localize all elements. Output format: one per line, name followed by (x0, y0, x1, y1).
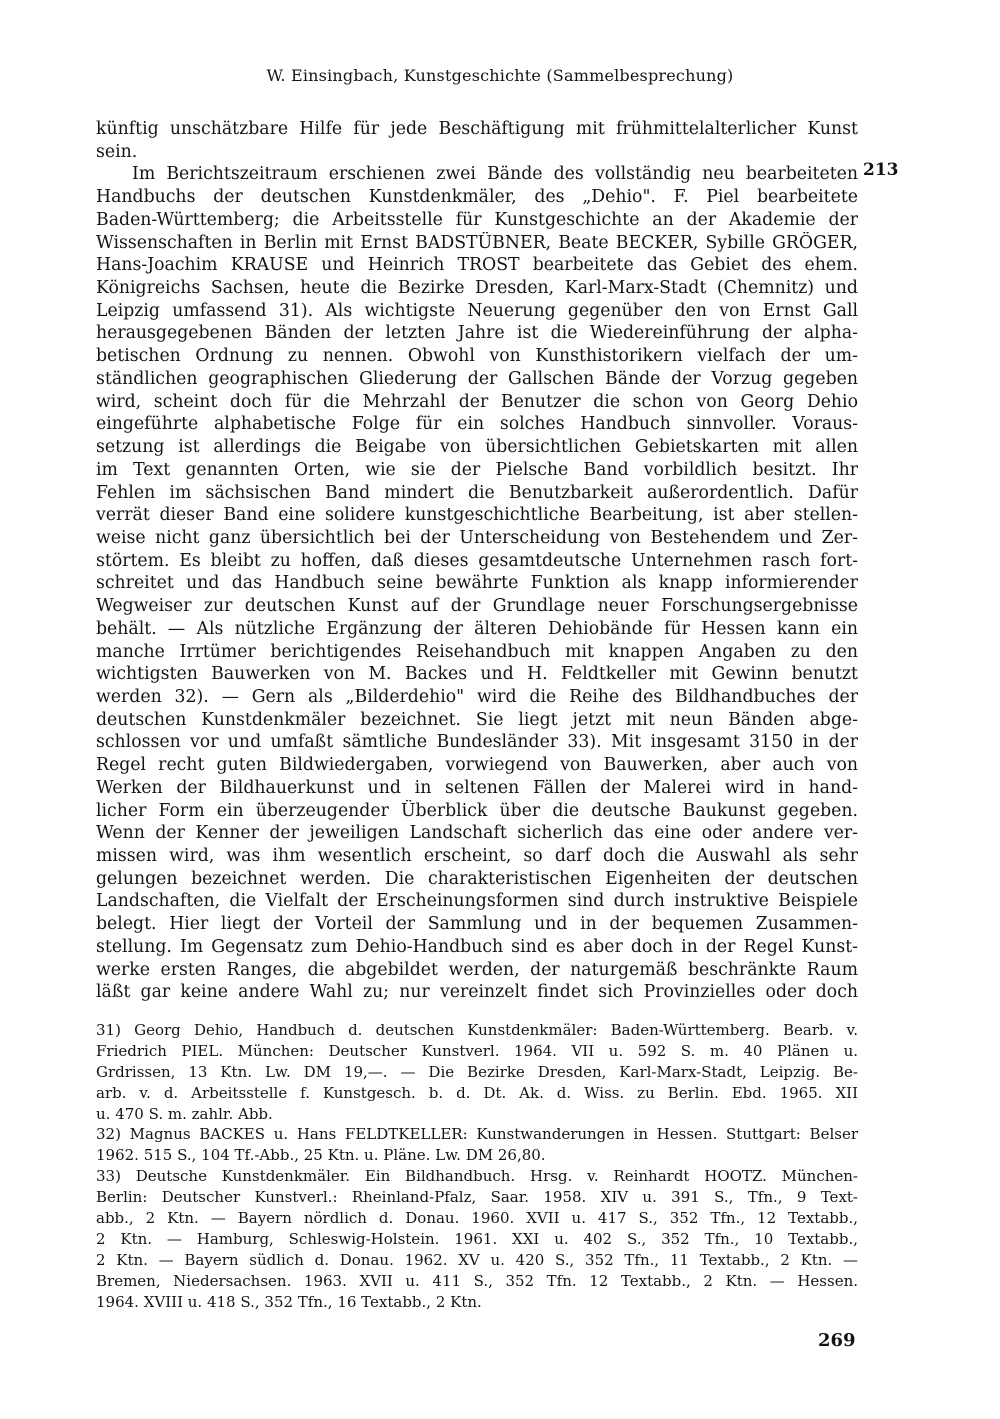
running-head: W. Einsingbach, Kunstgeschichte (Sammelbesprechung) (266, 66, 734, 85)
text-line: missen wird, was ihm wesentlich erscheint, so darf doch die Auswahl als sehr (96, 846, 858, 866)
margin-number: 213 (863, 160, 899, 180)
text-line: herausgegebenen Bänden der letzten Jahre ist die Wiedereinführung der alpha- (96, 323, 858, 344)
footnote-line: 33) Deutsche Kunstdenkmäler. Ein Bildhandbuch. Hrsg. v. Reinhardt HOOTZ. München- (96, 1167, 858, 1186)
text-line: verrät dieser Band eine solidere kunstgeschichtliche Bearbeitung, ist aber stellen- (96, 505, 858, 526)
text-line: werden 32). — Gern als „Bilderdehio" wird die Reihe des Bildhandbuches der (96, 686, 858, 707)
text-line: sein. (96, 141, 138, 162)
text-line: manche Irrtümer berichtigendes Reisehandbuch mit knappen Angaben zu den (96, 641, 858, 662)
footnote-line: 1962. 515 S., 104 Tf.-Abb., 25 Ktn. u. Pläne. Lw. DM 26,80. (96, 1146, 546, 1165)
text-line: Königreichs Sachsen, heute die Bezirke Dresden, Karl-Marx-Stadt (Chemnitz) und (96, 278, 858, 299)
body-text (96, 118, 858, 1004)
text-line: Leipzig umfassend 31). Als wichtigste Neuerung gegenüber den von Ernst Gall (96, 300, 858, 321)
text-line: läßt gar keine andere Wahl zu; nur vereinzelt findet sich Provinzielles oder doch (96, 982, 858, 1003)
text-line: Wegweiser zur deutschen Kunst auf der Grundlage neuer Forschungsergebnisse (96, 596, 858, 617)
text-line: Im Berichtszeitraum erschienen zwei Bände des vollständig neu bearbeiteten (132, 164, 858, 185)
footnote-line: 31) Georg Dehio, Handbuch d. deutschen Kunstdenkmäler: Baden-Württemberg. Bearb. v. (96, 1021, 858, 1039)
text-line: betischen Ordnung zu nennen. Obwohl von Kunsthistorikern vielfach der um- (96, 346, 858, 367)
footnote-line: 1964. XVIII u. 418 S., 352 Tfn., 16 Textabb., 2 Ktn. (96, 1292, 482, 1311)
footnote-line: Berlin: Deutscher Kunstverl.: Rheinland-Pfalz, Saar. 1958. XIV u. 391 S., Tfn., 9 Text- (96, 1188, 858, 1207)
text-line: Wissenschaften in Berlin mit Ernst BADSTÜBNER, Beate BECKER, Sybille GRÖGER, (96, 232, 858, 253)
text-line: behält. — Als nützliche Ergänzung der älteren Dehiobände für Hessen kann ein (96, 618, 858, 639)
text-line: gelungen bezeichnet werden. Die charakteristischen Eigenheiten der deutschen (96, 868, 858, 889)
footnote-line: abb., 2 Ktn. — Bayern nördlich d. Donau. 1960. XVII u. 417 S., 352 Tfn., 12 Textabb., (96, 1209, 858, 1228)
footnotes (96, 1020, 858, 1312)
text-line: setzung ist allerdings die Beigabe von übersichtlichen Gebietskarten mit allen (96, 437, 858, 458)
text-line: Hans-Joachim KRAUSE und Heinrich TROST bearbeitete das Gebiet des ehem. (96, 255, 858, 276)
text-line: deutschen Kunstdenkmäler bezeichnet. Sie liegt jetzt mit neun Bänden abge- (96, 709, 858, 730)
footnote-line: 2 Ktn. — Hamburg, Schleswig-Holstein. 1961. XXI u. 402 S., 352 Tfn., 10 Textabb., (96, 1229, 858, 1248)
text-line: Wenn der Kenner der jeweiligen Landschaft sicherlich das eine oder andere ver- (96, 823, 858, 844)
page-number: 269 (818, 1330, 856, 1351)
text-line: belegt. Hier liegt der Vorteil der Sammlung und in der bequemen Zusammen- (96, 914, 858, 935)
text-line: Handbuchs der deutschen Kunstdenkmäler, des „Dehio". F. Piel bearbeitete (96, 187, 858, 208)
footnote-line: Bremen, Niedersachsen. 1963. XVII u. 411 S., 352 Tfn. 12 Textabb., 2 Ktn. — Hessen. (96, 1271, 858, 1290)
text-line: Regel recht guten Bildwiedergaben, vorwiegend von Bauwerken, aber auch von (96, 755, 858, 776)
text-line: künftig unschätzbare Hilfe für jede Beschäftigung mit frühmittelalterlicher Kunst (96, 119, 858, 139)
text-line: wichtigsten Bauwerken von M. Backes und H. Feldtkeller mit Gewinn benutzt (96, 664, 858, 685)
footnote-line: Grdrissen, 13 Ktn. Lw. DM 19,—. — Die Bezirke Dresden, Karl-Marx-Stadt, Leipzig. Be- (96, 1062, 858, 1081)
text-line: wird, scheint doch für die Mehrzahl der Benutzer die schon von Georg Dehio (96, 391, 858, 412)
text-line: Werken der Bildhauerkunst und in seltenen Fällen der Malerei wird in hand- (96, 777, 858, 798)
footnote-line: u. 470 S. m. zahlr. Abb. (96, 1104, 273, 1123)
text-line: schreitet und das Handbuch seine bewährte Funktion als knapp informierender (96, 573, 858, 594)
text-line: weise nicht ganz übersichtlich bei der Unterscheidung von Bestehendem und Zer- (96, 527, 858, 548)
text-line: störtem. Es bleibt zu hoffen, daß dieses gesamtdeutsche Unternehmen rasch fort- (96, 550, 858, 571)
footnote-line: 2 Ktn. — Bayern südlich d. Donau. 1962. XV u. 420 S., 352 Tfn., 11 Textabb., 2 Ktn. — (96, 1250, 858, 1269)
text-line: Baden-Württemberg; die Arbeitsstelle für Kunstgeschichte an der Akademie der (96, 209, 858, 230)
footnote-line: 32) Magnus BACKES u. Hans FELDTKELLER: Kunstwanderungen in Hessen. Stuttgart: Belser (96, 1125, 858, 1144)
text-line: licher Form ein überzeugender Überblick über die deutsche Baukunst gegeben. (96, 800, 858, 821)
text-line: werke ersten Ranges, die abgebildet werden, der naturgemäß beschränkte Raum (96, 959, 858, 980)
text-line: stellung. Im Gegensatz zum Dehio-Handbuch sind es aber doch in der Regel Kunst- (96, 936, 858, 957)
text-line: im Text genannten Orten, wie sie der Pielsche Band vorbildlich besitzt. Ihr (96, 459, 858, 480)
text-line: ständlichen geographischen Gliederung der Gallschen Bände der Vorzug gegeben (96, 368, 858, 389)
footnote-line: arb. v. d. Arbeitsstelle f. Kunstgesch. b. d. Dt. Ak. d. Wiss. zu Berlin. Ebd. 1965. XII (96, 1083, 858, 1102)
text-line: eingeführte alphabetische Folge für ein solches Handbuch sinnvoller. Voraus- (96, 414, 858, 435)
footnote-line: Friedrich PIEL. München: Deutscher Kunstverl. 1964. VII u. 592 S. m. 40 Plänen u. (96, 1041, 858, 1060)
text-line: Landschaften, die Vielfalt der Erscheinungsformen sind durch instruktive Beispiele (96, 891, 858, 912)
text-line: Fehlen im sächsischen Band mindert die Benutzbarkeit außerordentlich. Dafür (96, 482, 858, 503)
text-line: schlossen vor und umfaßt sämtliche Bundesländer 33). Mit insgesamt 3150 in der (96, 732, 858, 753)
